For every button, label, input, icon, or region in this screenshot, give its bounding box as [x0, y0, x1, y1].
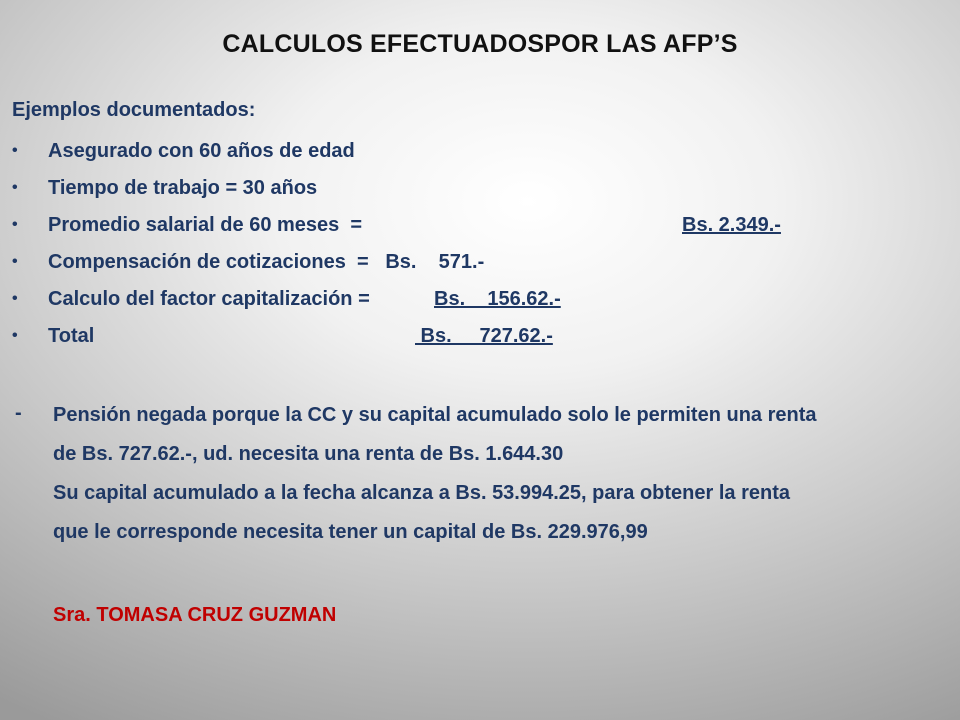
bullet-icon: •: [12, 216, 18, 233]
bullet-label: Calculo del factor capitalización =: [48, 288, 370, 310]
dash-marker: -: [15, 402, 22, 424]
bullet-value: Bs. 156.62.-: [434, 288, 561, 310]
bullet-icon: •: [12, 290, 18, 307]
paragraph-line: que le corresponde necesita tener un capital de Bs. 229.976,99: [53, 521, 648, 543]
bullet-label: Asegurado con 60 años de edad: [48, 140, 355, 162]
signature-name: Sra. TOMASA CRUZ GUZMAN: [53, 604, 337, 626]
slide-title: CALCULOS EFECTUADOSPOR LAS AFP’S: [222, 30, 738, 58]
bullet-label: Tiempo de trabajo = 30 años: [48, 177, 318, 199]
paragraph-line: de Bs. 727.62.-, ud. necesita una renta de Bs. 1.644.30: [53, 443, 564, 465]
bullet-value: Bs. 2.349.-: [682, 214, 781, 236]
paragraph-line: Su capital acumulado a la fecha alcanza a Bs. 53.994.25, para obtener la renta: [53, 482, 790, 504]
bullet-icon: •: [12, 253, 18, 270]
bullet-icon: •: [12, 179, 18, 196]
bullet-value: Bs. 727.62.-: [415, 325, 553, 347]
paragraph-line: Pensión negada porque la CC y su capital acumulado solo le permiten una renta: [53, 404, 817, 426]
bullet-icon: •: [12, 142, 18, 159]
bullet-label: Compensación de cotizaciones = Bs. 571.-: [48, 251, 485, 273]
bullet-label: Promedio salarial de 60 meses =: [48, 214, 363, 236]
intro-heading: Ejemplos documentados:: [12, 99, 256, 121]
bullet-label: Total: [48, 325, 95, 347]
bullet-icon: •: [12, 327, 18, 344]
